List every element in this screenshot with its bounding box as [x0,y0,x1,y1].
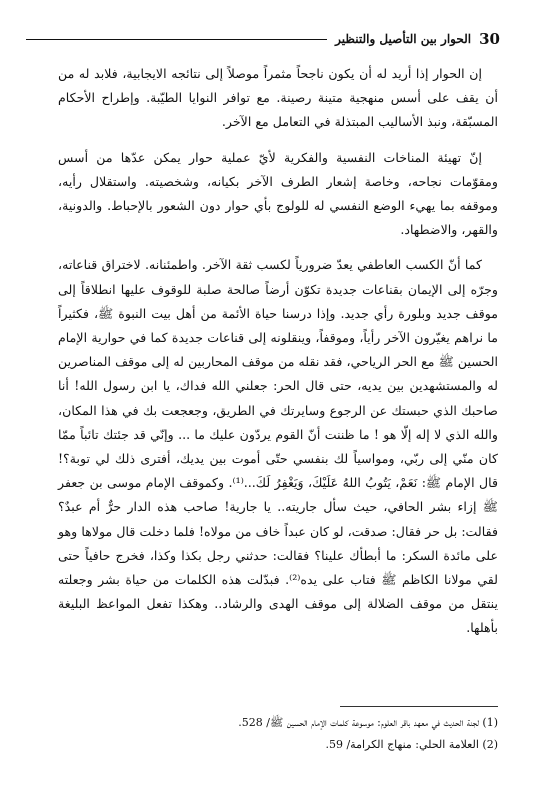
main-text [58,62,498,652]
footnote-1: (1) لجنة الحديث في معهد باقر العلوم: موسوعة كلمات الإمام الحسين ﷺ/ 528. [238,716,498,729]
paragraph-2: إنّ تهيئة المناخات النفسية والفكرية لأيّ عملية حوار يمكن عدّها من أسس ومقوّمات نجاحه، وخاصة إشعار الطرف الآخر بكيانه، وشخصيته. واستقلال رأيه، وموقفه بما يهيء الوضع النفسي له للولوج بأي حوار دون الشعور بالإحباط. والدونية، والقهر، والاضطهاد. [58,149,498,238]
footnote-separator [340,706,498,707]
running-title: الحوار بين التأصيل والتنظير [335,32,472,46]
footnote-2: (2) العلامة الحلي: منهاج الكرامة/ 59. [325,738,498,751]
page-header [26,25,500,53]
footnotes [58,712,498,756]
paragraph-1: إن الحوار إذا أريد له أن يكون ناجحاً مثمراً موصلاً إلى نتائجه الايجابية، فلابد له من أن يقف على أسس منهجية متينة رصينة. مع توافر النوايا الطيّبة. وإطراح الأحكام المسبّقة، ونبذ الأساليب المبتذلة في التعامل مع الآخر. [58,66,498,130]
header-rule [26,39,327,40]
paragraph-3: كما أنّ الكسب العاطفي يعدّ ضرورياً لكسب ثقة الآخر. واطمئنانه. لاختراق قناعاته، وجرّه إلى الإيمان بقناعات جديدة تكوّن أرضاً صالحة صلبة للوقوف عليها انطلاقاً إلى موقف جديد وبلورة رأي جديد. وإذا درسنا حياة الأئمة من أهل بيت النبوة ﷺ، فكثيراً ما نراهم يغيّرون الآخر رأياً، وموقفاً، وينقلونه إلى قناعات جديدة كما في حوارية الإمام الحسين ﷺ مع الحر الرياحي، فقد نقله من موقف المحاربين له إلى موقف المناصرين له والمستشهدين بين يديه، حتى قال الحر: جعلني الله فداك، يا ابن رسول الله! أنا صاحبك الذي حبستك عن الرجوع وسايرتك في الطريق، وجعجعت بك في هذا المكان، والله الذي لا إله إلّا هو ! ما ظننت أنّ القوم يردّون عليك ما ... وإنّي قد جئتك تائباً ممّا كان منّي إلى ربّي، ومواسياً لك بنفسي حتّى أموت بين يديك، أفترى ذلك لي توبة؟! قال الإمام ﷺ: نَعَمْ، يَتُوبُ اللهُ عَلَيْكَ، وَيَغْفِرُ لَكَ...⁽¹⁾. وكموقف الإمام موسى بن جعفر ﷺ إزاء بشر الحافي، حيث سأل جاريته.. يا جارية! صاحب هذه الدار حرٌّ أم عبدٌ؟ فقالت: بل حر فقال: صدقت، لو كان عبداً خاف من مولاه! فلما دخلت قال مولاها وهو على مائدة السكر: ما أبطأك علينا؟ فقالت: حدثني رجل بكذا وكذا، فخرج حافياً حتى لقي مولانا الكاظم ﷺ فتاب على يده⁽²⁾. فبدّلت هذه الكلمات من حياة بشر وجعلته ينتقل من موقف الضلالة إلى موقف الهدى والرشاد.. وهكذا تفعل المواعظ البليغة بأهلها. [58,257,499,636]
page-number: 30 [479,30,500,48]
